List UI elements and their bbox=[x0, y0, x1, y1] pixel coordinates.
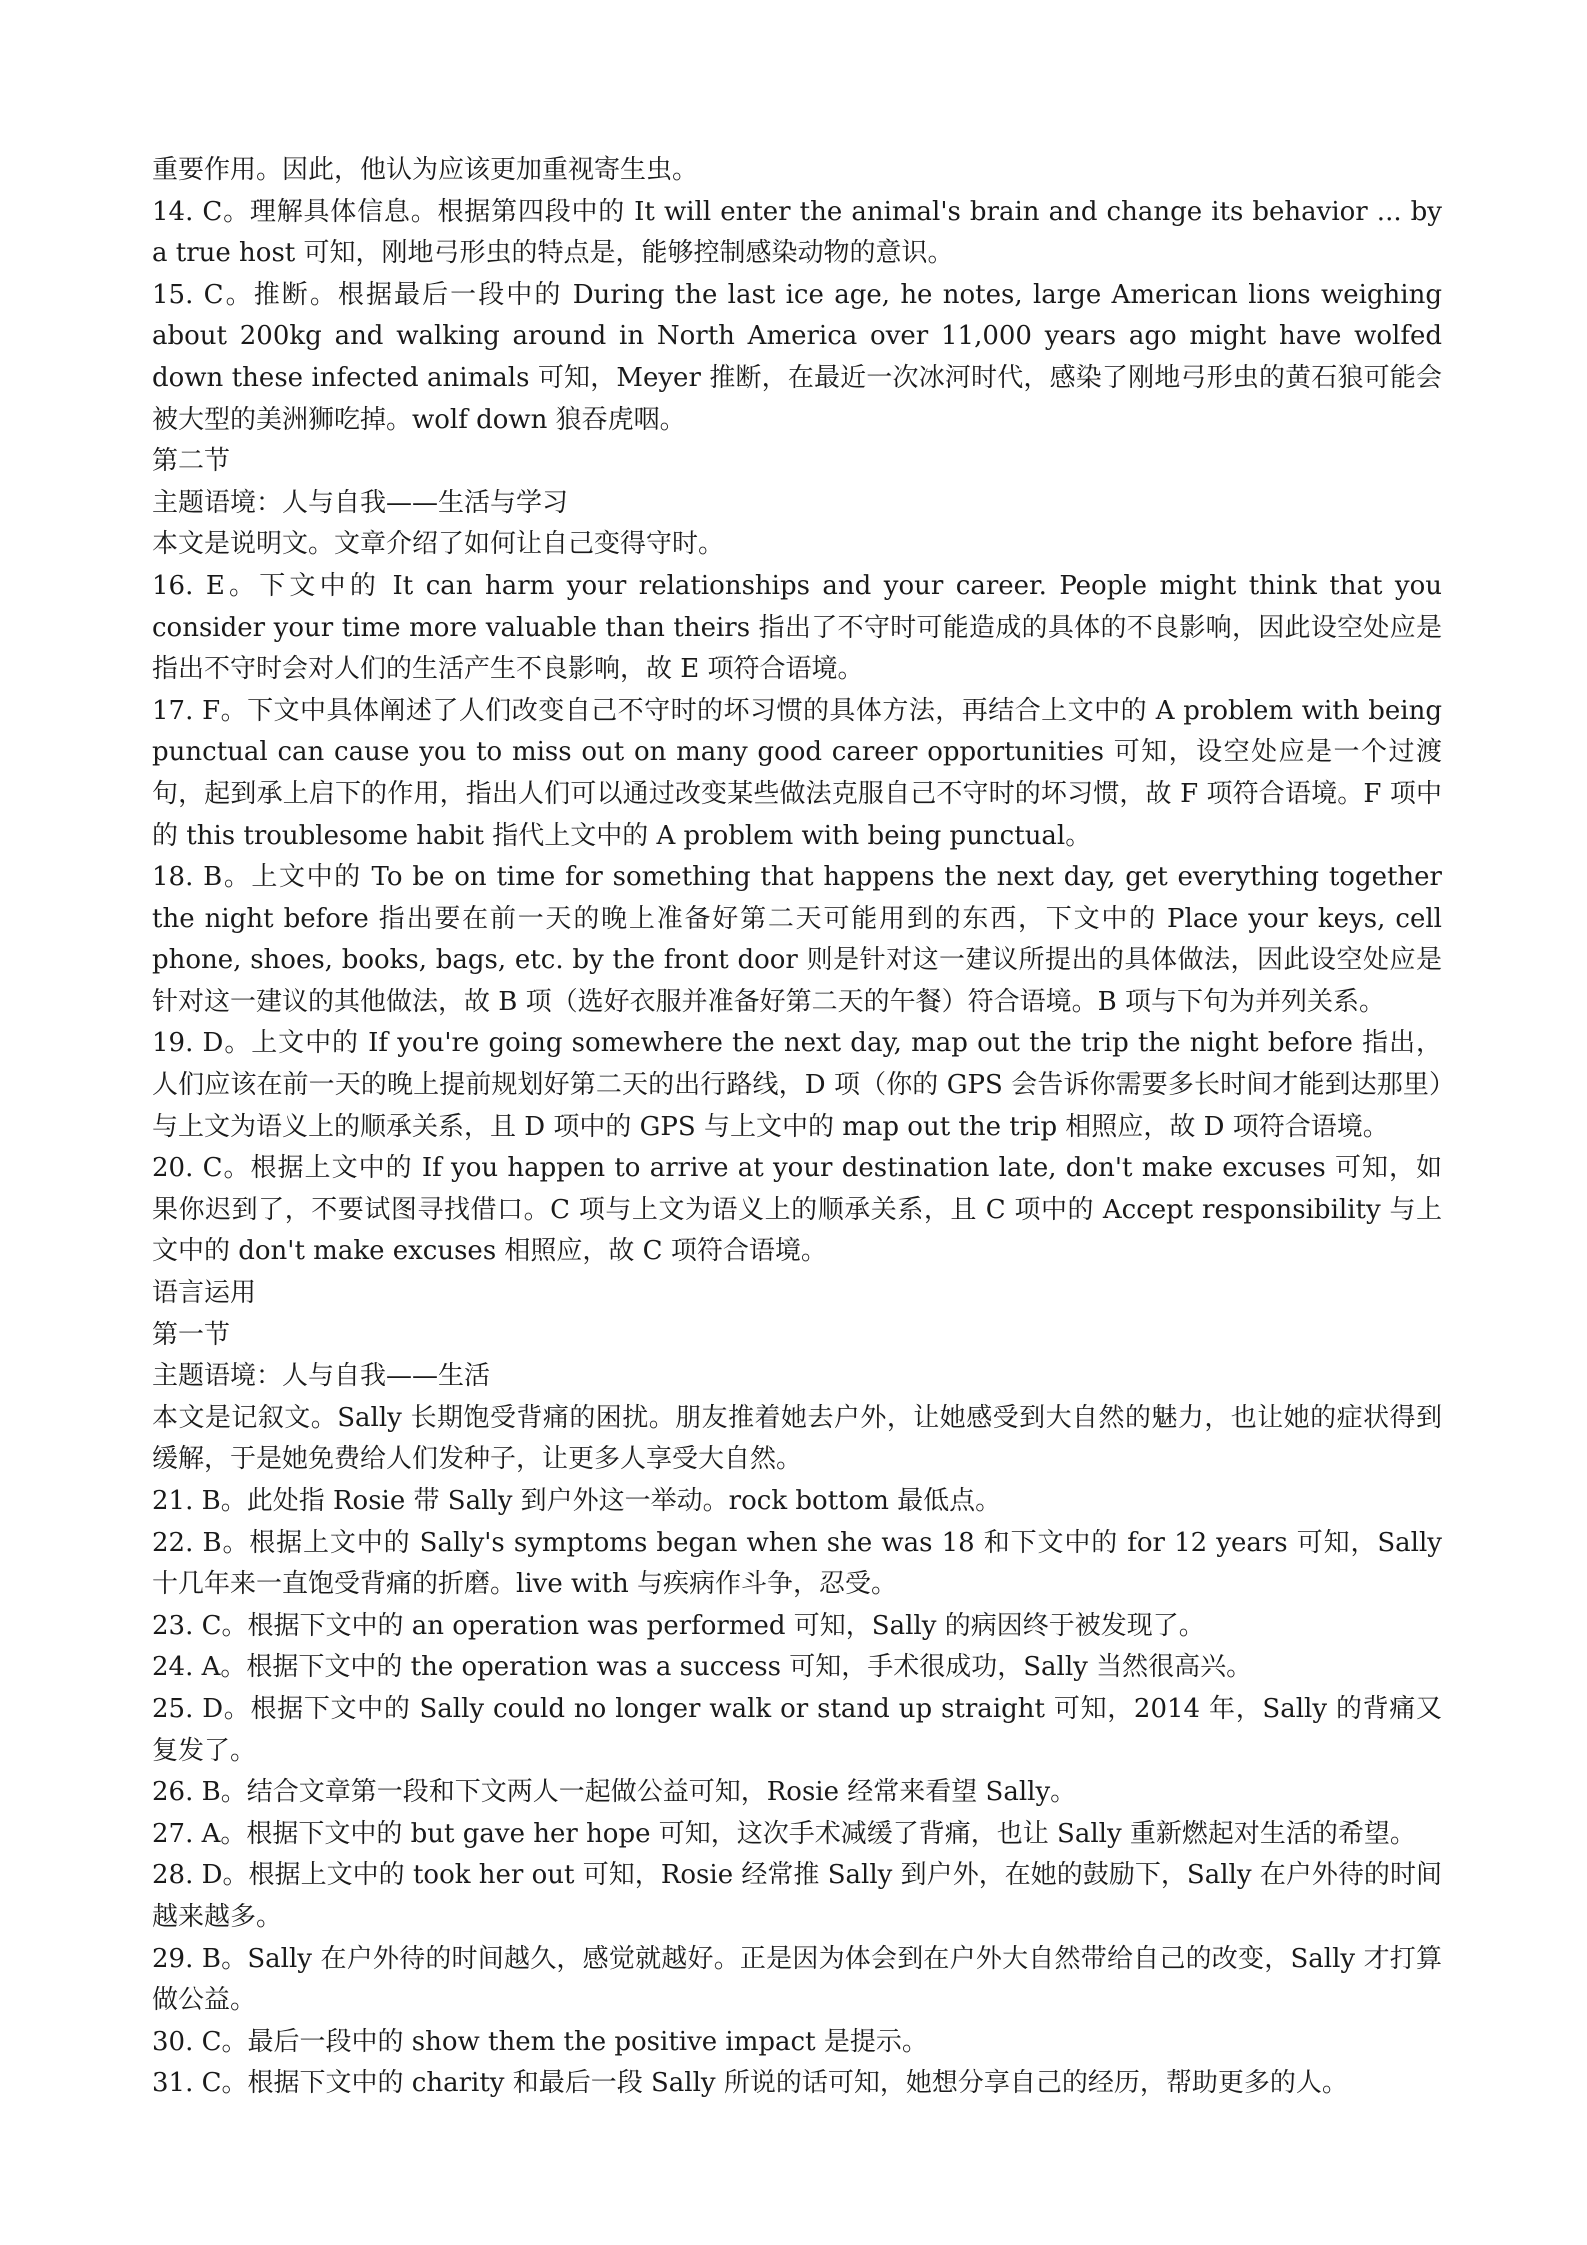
answer-explanation: 28. D。根据上文中的 took her out 可知，Rosie 经常推 Sally 到户外，在她的鼓励下，Sally 在户外待的时间越来越多。 bbox=[152, 1860, 1442, 1932]
text-line: 重要作用。因此，他认为应该更加重视寄生虫。 bbox=[152, 155, 699, 185]
answer-explanation: 25. D。根据下文中的 Sally could no longer walk or stand up straight 可知，2014 年，Sally 的背痛又复发了。 bbox=[152, 1693, 1442, 1766]
answer-explanation: 14. C。理解具体信息。根据第四段中的 It will enter the animal's brain and change its behavior ... by a true host 可知，刚地弓形虫的特点是，能够控制感染动物的意识。 bbox=[152, 196, 1442, 269]
passage-summary: 本文是说明文。文章介绍了如何让自己变得守时。 bbox=[152, 529, 725, 560]
section-heading: 第二节 bbox=[152, 446, 231, 477]
answer-explanation: 17. F。下文中具体阐述了人们改变自己不守时的坏习惯的具体方法，再结合上文中的 A problem with being punctual can cause you to miss out on many good career opportunities 可知，设空处应是一个过渡句，起到承上启下的作用，指出人们可以通过改变某些做法克服自己不守时的坏习惯，故 F 项符合语境。F 项中的 this troublesome habit 指代上文中的 A problem with being punctual。 bbox=[152, 695, 1442, 851]
answer-explanation: 31. C。根据下文中的 charity 和最后一段 Sally 所说的话可知，她想分享自己的经历，帮助更多的人。 bbox=[152, 2068, 1348, 2099]
answer-explanation: 16. E。下文中的 It can harm your relationships and your career. People might think that you consider your time more valuable than theirs 指出了不守时可能造成的具体的不良影响，因此设空处应是指出不守时会对人们的生活产生不良影响，故 E 项符合语境。 bbox=[152, 570, 1442, 685]
answer-explanation: 26. B。结合文章第一段和下文两人一起做公益可知，Rosie 经常来看望 Sally。 bbox=[152, 1777, 1077, 1808]
answer-explanation: 29. B。Sally 在户外待的时间越久，感觉就越好。正是因为体会到在户外大自然带给自己的改变，Sally 才打算做公益。 bbox=[152, 1943, 1442, 2016]
theme-context: 主题语境：人与自我——生活 bbox=[152, 1361, 491, 1392]
answer-explanation: 19. D。上文中的 If you're going somewhere the next day, map out the trip the night before 指出，人们应该在前一天的晚上提前规划好第二天的出行路线，D 项（你的 GPS 会告诉你需要多长时间才能到达那里）与上文为语义上的顺承关系，且 D 项中的 GPS 与上文中的 map out the trip 相照应，故 D 项符合语境。 bbox=[152, 1028, 1442, 1142]
answer-explanation: 22. B。根据上文中的 Sally's symptoms began when she was 18 和下文中的 for 12 years 可知，Sally 十几年来一直饱受背痛的折磨。live with 与疾病作斗争，忍受。 bbox=[152, 1527, 1442, 1600]
answer-explanation: 20. C。根据上文中的 If you happen to arrive at your destination late, don't make excuses 可知，如果你迟到了，不要试图寻找借口。C 项与上文为语义上的顺承关系，且 C 项中的 Accept responsibility 与上文中的 don't make excuses 相照应，故 C 项符合语境。 bbox=[152, 1153, 1442, 1267]
answer-explanation: 23. C。根据下文中的 an operation was performed 可知，Sally 的病因终于被发现了。 bbox=[152, 1610, 1205, 1641]
part-heading: 语言运用 bbox=[152, 1278, 257, 1309]
section-heading: 第一节 bbox=[152, 1319, 231, 1350]
passage-summary: 本文是记叙文。Sally 长期饱受背痛的困扰。朋友推着她去户外，让她感受到大自然的魅力，也让她的症状得到缓解，于是她免费给人们发种子，让更多人享受大自然。 bbox=[152, 1402, 1442, 1475]
theme-context: 主题语境：人与自我——生活与学习 bbox=[152, 487, 569, 518]
answer-explanations bbox=[152, 150, 1442, 2105]
answer-explanation: 21. B。此处指 Rosie 带 Sally 到户外这一举动。rock bottom 最低点。 bbox=[152, 1486, 1002, 1516]
answer-explanation: 27. A。根据下文中的 but gave her hope 可知，这次手术减缓了背痛，也让 Sally 重新燃起对生活的希望。 bbox=[152, 1818, 1416, 1849]
answer-explanation: 24. A。根据下文中的 the operation was a success 可知，手术很成功，Sally 当然很高兴。 bbox=[152, 1652, 1253, 1683]
answer-explanation: 18. B。上文中的 To be on time for something that happens the next day, get everything together the night before 指出要在前一天的晚上准备好第二天可能用到的东西，下文中的 Place your keys, cell phone, shoes, books, bags, etc. by the front door 则是针对这一建议所提出的具体做法，因此设空处应是针对这一建议的其他做法，故 B 项（选好衣服并准备好第二天的午餐）符合语境。B 项与下句为并列关系。 bbox=[152, 862, 1442, 1017]
answer-explanation: 30. C。最后一段中的 show them the positive impact 是提示。 bbox=[152, 2026, 928, 2057]
answer-explanation: 15. C。推断。根据最后一段中的 During the last ice age, he notes, large American lions weighing about 200kg and walking around in North America over 11,000 years ago might have wolfed down these infected animals 可知，Meyer 推断，在最近一次冰河时代，感染了刚地弓形虫的黄石狼可能会被大型的美洲狮吃掉。wolf down 狼吞虎咽。 bbox=[152, 279, 1442, 435]
